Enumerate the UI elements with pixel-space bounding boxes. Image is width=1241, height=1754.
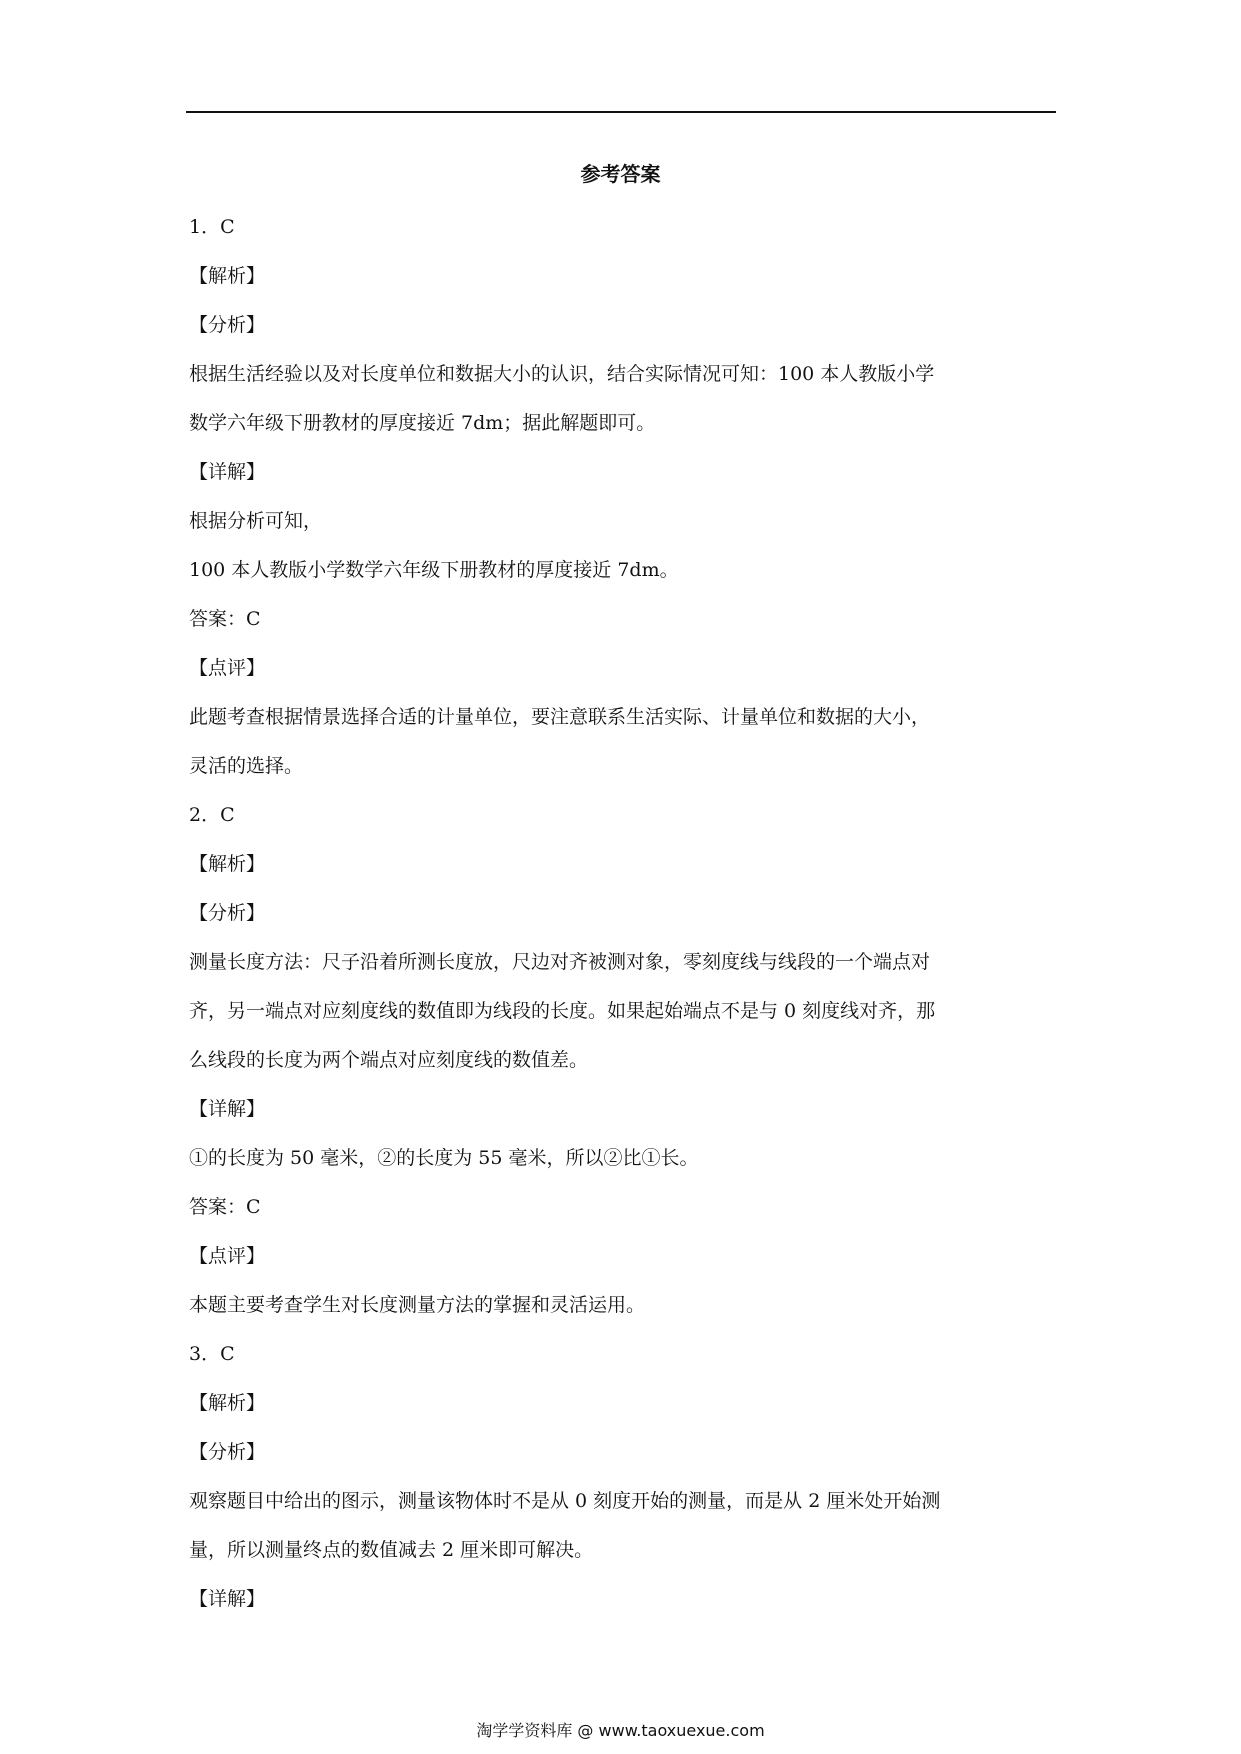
answer-line: 答案：C: [189, 1196, 261, 1218]
answer-line: 答案：C: [189, 608, 261, 630]
comment-text: 本题主要考查学生对长度测量方法的掌握和灵活运用。: [189, 1294, 646, 1316]
analysis-text: 么线段的长度为两个端点对应刻度线的数值差。: [189, 1049, 589, 1071]
answer-1-heading: 1．C: [189, 216, 235, 238]
page-title: 参考答案: [580, 162, 661, 186]
analysis-text: 根据生活经验以及对长度单位和数据大小的认识，结合实际情况可知：100 本人教版小学: [189, 363, 935, 385]
answer-content: [189, 203, 1049, 1624]
section-label-fenxi: 【分析】: [189, 314, 266, 336]
answer-2-heading: 2．C: [189, 804, 235, 826]
section-label-xiangjie: 【详解】: [189, 1098, 266, 1120]
analysis-text: 数学六年级下册教材的厚度接近 7dm；据此解题即可。: [189, 412, 656, 434]
section-label-xiangjie: 【详解】: [189, 1588, 266, 1610]
analysis-text: 量，所以测量终点的数值减去 2 厘米即可解决。: [189, 1539, 594, 1561]
comment-text: 此题考查根据情景选择合适的计量单位，要注意联系生活实际、计量单位和数据的大小，: [189, 706, 931, 728]
section-label-xiangjie: 【详解】: [189, 461, 266, 483]
detail-text: 根据分析可知，: [189, 510, 323, 532]
detail-text: 100 本人教版小学数学六年级下册教材的厚度接近 7dm。: [189, 559, 679, 581]
section-label-fenxi: 【分析】: [189, 1441, 266, 1463]
analysis-text: 观察题目中给出的图示，测量该物体时不是从 0 刻度开始的测量，而是从 2 厘米处开始测: [189, 1490, 941, 1512]
section-label-jiexi: 【解析】: [189, 853, 266, 875]
section-label-fenxi: 【分析】: [189, 902, 266, 924]
footer-watermark: 淘学学资料库 @ www.taoxuexue.com: [476, 1721, 765, 1740]
section-label-jiexi: 【解析】: [189, 265, 266, 287]
section-label-dianping: 【点评】: [189, 1245, 266, 1267]
detail-text: ①的长度为 50 毫米，②的长度为 55 毫米，所以②比①长。: [189, 1147, 699, 1169]
comment-text: 灵活的选择。: [189, 755, 304, 777]
analysis-text: 测量长度方法：尺子沿着所测长度放，尺边对齐被测对象，零刻度线与线段的一个端点对: [189, 951, 931, 973]
section-label-jiexi: 【解析】: [189, 1392, 266, 1414]
section-label-dianping: 【点评】: [189, 657, 266, 679]
analysis-text: 齐，另一端点对应刻度线的数值即为线段的长度。如果起始端点不是与 0 刻度线对齐，那: [189, 1000, 936, 1022]
answer-3-heading: 3．C: [189, 1343, 235, 1365]
header-rule: [186, 111, 1056, 113]
